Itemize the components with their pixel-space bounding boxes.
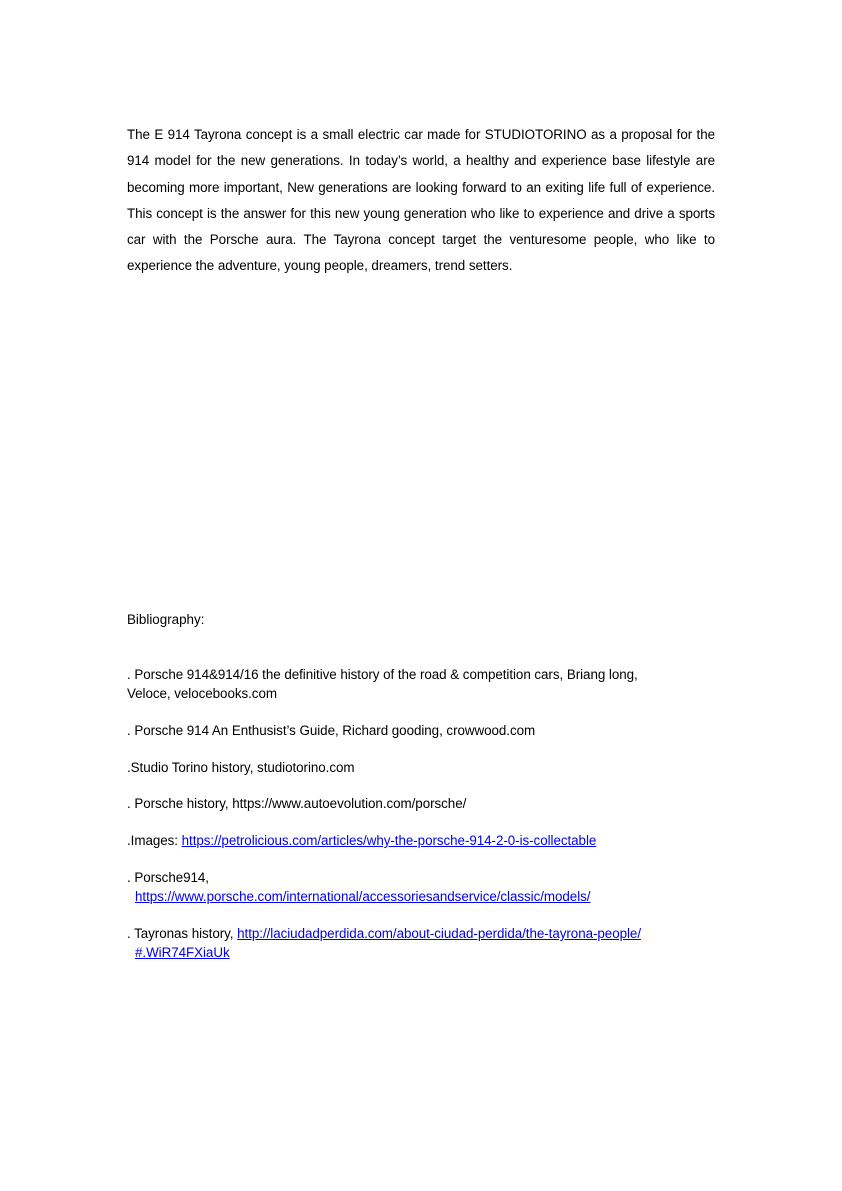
bibliography-entry-porsche914	[127, 868, 727, 906]
bibliography-entry-tayronas-history	[127, 924, 727, 962]
laciudadperdida-link-anchor[interactable]: #.WiR74FXiaUk	[135, 945, 230, 960]
entry-prefix: . Tayronas history,	[127, 926, 238, 941]
entry-text: . Porsche history, https://www.autoevolution.com/porsche/	[127, 796, 467, 811]
entry-indent	[127, 887, 590, 906]
bibliography-entry-porsche-history	[127, 794, 727, 813]
entry-text-continued: Veloce, velocebooks.com	[127, 686, 277, 701]
laciudadperdida-link[interactable]: http://laciudadperdida.com/about-ciudad-perdida/the-tayrona-people/	[237, 926, 641, 941]
entry-text: . Porsche 914 An Enthusist’s Guide, Richard gooding, crowwood.com	[127, 723, 536, 738]
bibliography-entry-images	[127, 831, 727, 850]
bibliography-entry-studio-torino	[127, 758, 727, 777]
bibliography-heading: Bibliography:	[127, 612, 205, 627]
entry-prefix: . Porsche914,	[127, 870, 209, 885]
bibliography-entry-porsche-914-916	[127, 665, 727, 703]
entry-text: .Studio Torino history, studiotorino.com	[127, 760, 355, 775]
entry-prefix: .Images:	[127, 833, 182, 848]
petrolicious-link[interactable]: https://petrolicious.com/articles/why-the-porsche-914-2-0-is-collectable	[181, 833, 597, 848]
bibliography-entry-enthusiast-guide	[127, 721, 727, 740]
entry-indent	[127, 943, 230, 962]
entry-text: . Porsche 914&914/16 the definitive history of the road & competition cars, Briang long,	[127, 667, 638, 682]
porsche-classic-models-link[interactable]: https://www.porsche.com/international/accessoriesandservice/classic/models/	[135, 889, 591, 904]
intro-paragraph: The E 914 Tayrona concept is a small electric car made for STUDIOTORINO as a proposal for the 914 model for the new generations. In today’s world, a healthy and experience base lifestyle are becoming more important, New generations are looking forward to an exiting life full of experience. This concept is the answer for this new young generation who like to experience and drive a sports car with the Porsche aura. The Tayrona concept target the venturesome people, who like to experience the adventure, young people, dreamers, trend setters.	[127, 127, 715, 274]
